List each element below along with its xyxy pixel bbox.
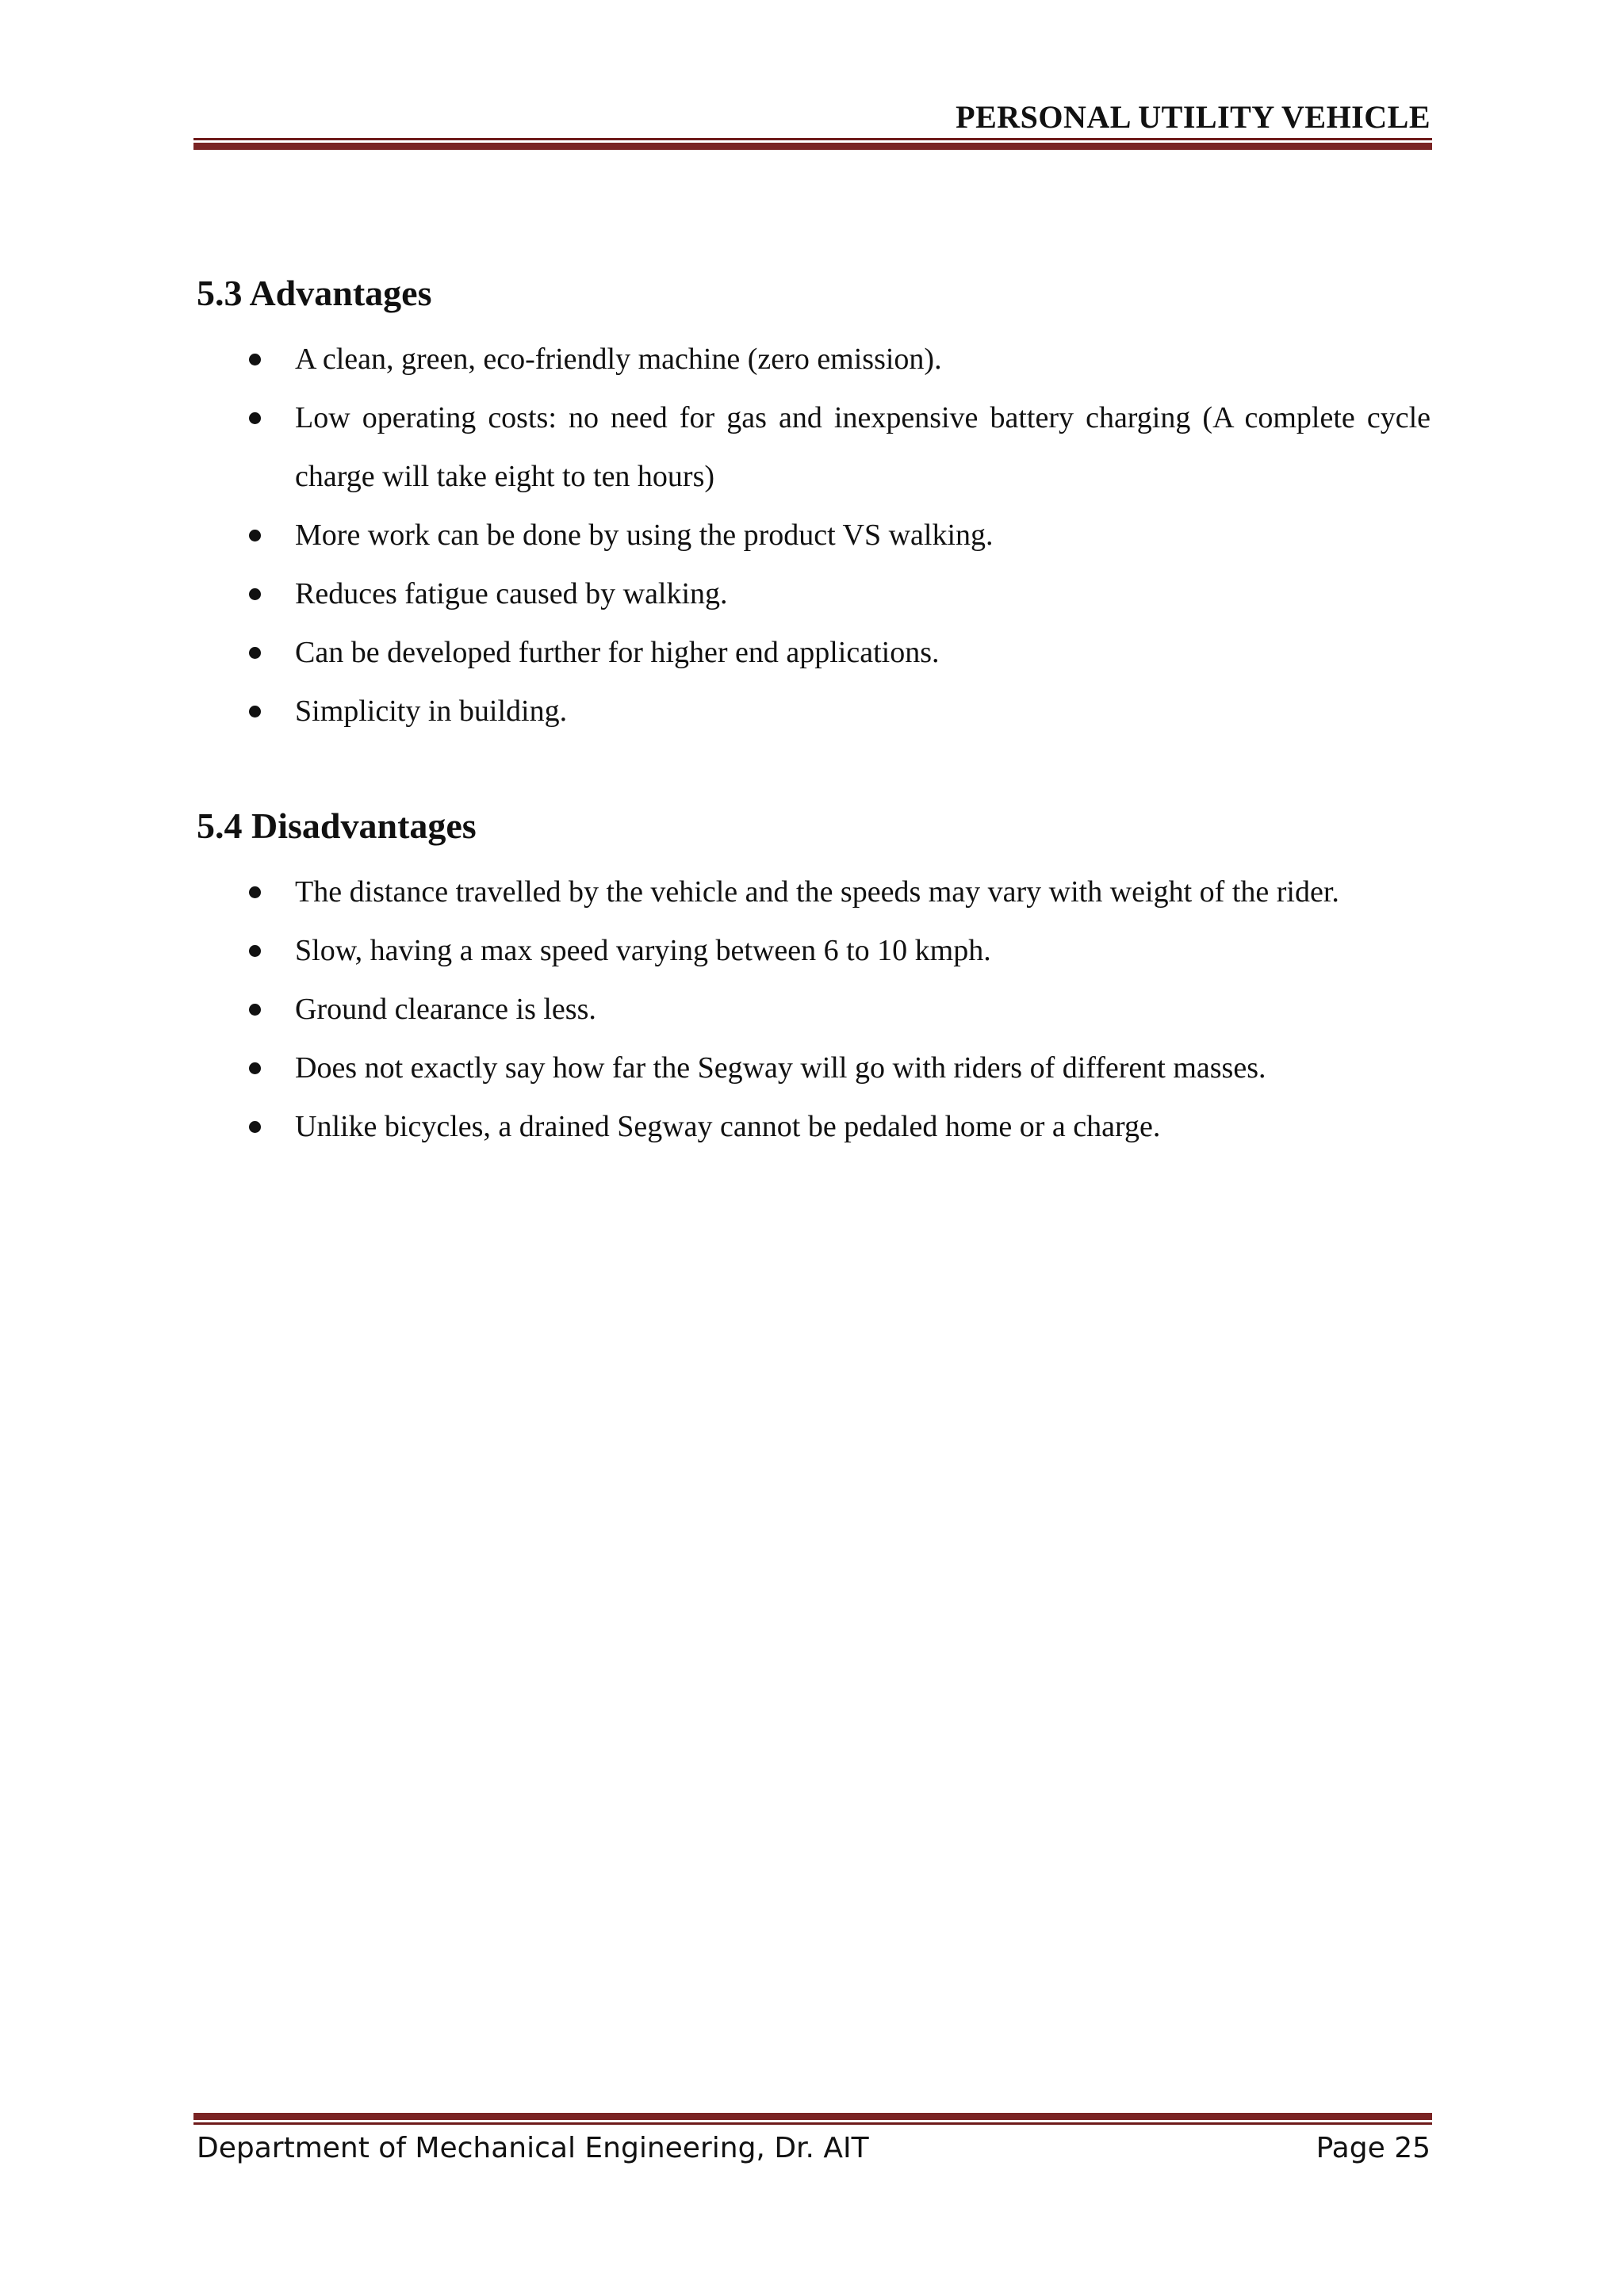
list-item: Can be developed further for higher end applications. bbox=[246, 623, 1431, 682]
advantages-list bbox=[246, 330, 1431, 740]
list-item: Low operating costs: no need for gas and inexpensive battery charging (A complete cycle charge will take eight to ten hours) bbox=[246, 388, 1431, 506]
bullet-icon bbox=[249, 886, 261, 898]
list-item: Reduces fatigue caused by walking. bbox=[246, 564, 1431, 623]
running-header-title: PERSONAL UTILITY VEHICLE bbox=[956, 99, 1431, 135]
list-item: Does not exactly say how far the Segway will go with riders of different masses. bbox=[246, 1039, 1372, 1097]
bullet-icon bbox=[249, 706, 261, 718]
bullet-icon bbox=[249, 412, 261, 424]
bullet-icon bbox=[249, 1121, 261, 1133]
footer-rule bbox=[193, 2113, 1432, 2125]
list-item: Simplicity in building. bbox=[246, 682, 1431, 740]
bullet-icon bbox=[249, 647, 261, 659]
list-item: The distance travelled by the vehicle and the speeds may vary with weight of the rider. bbox=[246, 863, 1372, 921]
disadvantages-list bbox=[246, 863, 1372, 1156]
bullet-icon bbox=[249, 945, 261, 957]
list-item: Unlike bicycles, a drained Segway cannot be pedaled home or a charge. bbox=[246, 1097, 1372, 1156]
list-item: Ground clearance is less. bbox=[246, 980, 1372, 1039]
list-item: A clean, green, eco-friendly machine (zero emission). bbox=[246, 330, 1431, 388]
header-rule bbox=[193, 138, 1432, 150]
list-item: Slow, having a max speed varying between 6 to 10 kmph. bbox=[246, 921, 1372, 980]
bullet-icon bbox=[249, 1004, 261, 1016]
bullet-icon bbox=[249, 588, 261, 600]
bullet-icon bbox=[249, 530, 261, 541]
list-item: More work can be done by using the product VS walking. bbox=[246, 506, 1431, 564]
section-heading-advantages: 5.3 Advantages bbox=[197, 273, 432, 313]
footer-department: Department of Mechanical Engineering, Dr. AIT bbox=[197, 2132, 869, 2164]
bullet-icon bbox=[249, 354, 261, 365]
section-heading-disadvantages: 5.4 Disadvantages bbox=[197, 806, 477, 846]
bullet-icon bbox=[249, 1062, 261, 1074]
footer-page-number: Page 25 bbox=[1316, 2132, 1431, 2164]
